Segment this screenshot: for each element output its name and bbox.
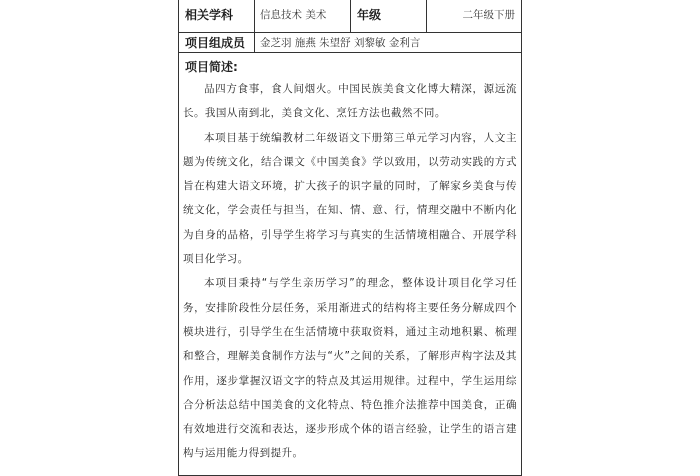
subject-value: 信息技术 美术	[255, 0, 351, 32]
summary-paragraph-3: 本项目秉持“与学生亲历学习”的理念，整体设计项目化学习任务，安排阶段性分层任务，采用渐进式的结构将主要任务分解成四个模块进行，引导学生在生活情境中获取资料，通过主动地积累、梳理和整合，理解美食制作方法与“火”之间的关系，了解形声构字法及其作用，逐步掌握汉语文字的特点及其运用规律。过程中，学生运用综合分析法总结中国美食的文化特点、特色推介法推荐中国美食，正确有效地进行交流和表达，逐步形成个体的语言经验，让学生的语言建构与运用能力得到提升。	[183, 277, 517, 460]
summary-paragraph-2: 本项目基于统编教材二年级语文下册第三单元学习内容，人文主题为传统文化，结合课文《中国美食》学以致用，以劳动实践的方式旨在构建大语文环境，扩大孩子的识字量的同时，了解家乡美食与传统文化，学会责任与担当，在知、情、意、行，情理交融中不断内化为自身的品格，引导学生将学习与真实的生活情境相融合、开展学科项目化学习。	[183, 131, 517, 266]
grade-label: 年级	[351, 0, 427, 32]
subject-grade-row	[179, 0, 521, 33]
summary-paragraph-1: 品四方食事，食人间烟火。中国民族美食文化博大精深，源远流长。我国从南到北，美食文化、烹饪方法也截然不同。	[183, 83, 517, 120]
project-table	[178, 0, 522, 476]
project-summary	[183, 57, 517, 466]
grade-value: 二年级下册	[462, 9, 515, 21]
members-value: 金芝羽 施燕 朱望舒 刘黎敏 金利言	[260, 37, 421, 49]
summary-title: 项目简述:	[185, 60, 238, 74]
members-row	[179, 33, 521, 53]
members-label: 项目组成员	[179, 33, 255, 52]
subject-label: 相关学科	[179, 0, 255, 32]
